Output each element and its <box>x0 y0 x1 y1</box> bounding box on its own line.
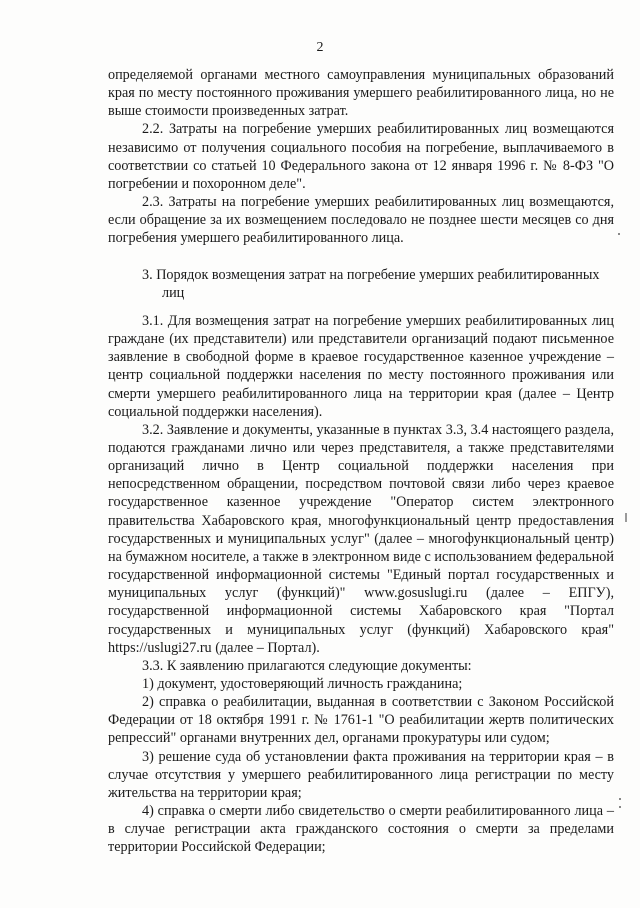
document-body <box>108 66 614 857</box>
paragraph-2-3: 2.3. Затраты на погребение умерших реабилитированных лиц возмещаются, если обращение за их возмещением последовало не позднее шести месяцев со дня погребения умершего реабилитированного лица. <box>108 194 614 247</box>
section-3-heading <box>108 266 614 302</box>
page-number: 2 <box>316 40 324 55</box>
scan-artifact-dot <box>619 798 621 800</box>
section-3-heading-line1: 3. Порядок возмещения затрат на погребение умерших реабилитированных <box>142 266 600 283</box>
section-3-heading-line2: лиц <box>162 284 185 301</box>
list-item-3: 3) решение суда об установлении факта проживания на территории края – в случае отсутствия у умершего реабилитированного лица регистрации по месту жительства на территории края; <box>108 748 614 801</box>
paragraph-2-2: 2.2. Затраты на погребение умерших реабилитированных лиц возмещаются независимо от получения социального пособия на погребение, выплачиваемого в соответствии со статьей 10 Федерального закона от 12 января 1996 г. № 8-ФЗ "О погребении и похоронном деле". <box>108 121 614 192</box>
paragraph-continued: определяемой органами местного самоуправления муниципальных образований края по месту постоянного проживания умершего реабилитированного лица, но не выше стоимости произведенных затрат. <box>108 67 614 120</box>
scan-artifact-dot <box>618 233 620 235</box>
scan-artifact-mark <box>625 513 627 522</box>
paragraph-3-3: 3.3. К заявлению прилагаются следующие документы: <box>142 657 472 674</box>
paragraph-3-1: 3.1. Для возмещения затрат на погребение умерших реабилитированных лиц граждане (их представители) или представители организаций подают письменное заявление в свободной форме в краевое государственное казенное учреждение – центр социальной поддержки населения по месту постоянного проживания или смерти умершего реабилитированного лица на территории края (далее – Центр социальной поддержки населения). <box>108 312 614 420</box>
scan-artifact-dot <box>619 806 621 808</box>
list-item-4: 4) справка о смерти либо свидетельство о смерти реабилитированного лица – в случае регистрации акта гражданского состояния о смерти за пределами территории Российской Федерации; <box>108 803 614 856</box>
list-item-1: 1) документ, удостоверяющий личность гражданина; <box>142 676 463 692</box>
paragraph-3-2: 3.2. Заявление и документы, указанные в пунктах 3.3, 3.4 настоящего раздела, подаются гражданами лично или через представителя, а также представителями организаций лично в Центр социальной поддержки населения при непосредственном обращении, посредством почтовой связи либо через краевое государственное казенное учреждение "Оператор систем электронного правительства Хабаровского края, многофункциональный центр предоставления государственных и муниципальных услуг" (далее – многофункциональный центр) на бумажном носителе, а также в электронном виде с использованием федеральной государственной информационной системы "Единый портал государственных и муниципальных услуг (функций)" www.gosuslugi.ru (далее – ЕПГУ), государственной информационной системы Хабаровского края "Портал государственных и муниципальных услуг (функций) Хабаровского края" https://uslugi27.ru (далее – Портал). <box>108 421 614 656</box>
list-item-2: 2) справка о реабилитации, выданная в соответствии с Законом Российской Федерации от 18 октября 1991 г. № 1761-1 "О реабилитации жертв политических репрессий" органами внутренних дел, органами прокуратуры или судом; <box>108 694 614 747</box>
